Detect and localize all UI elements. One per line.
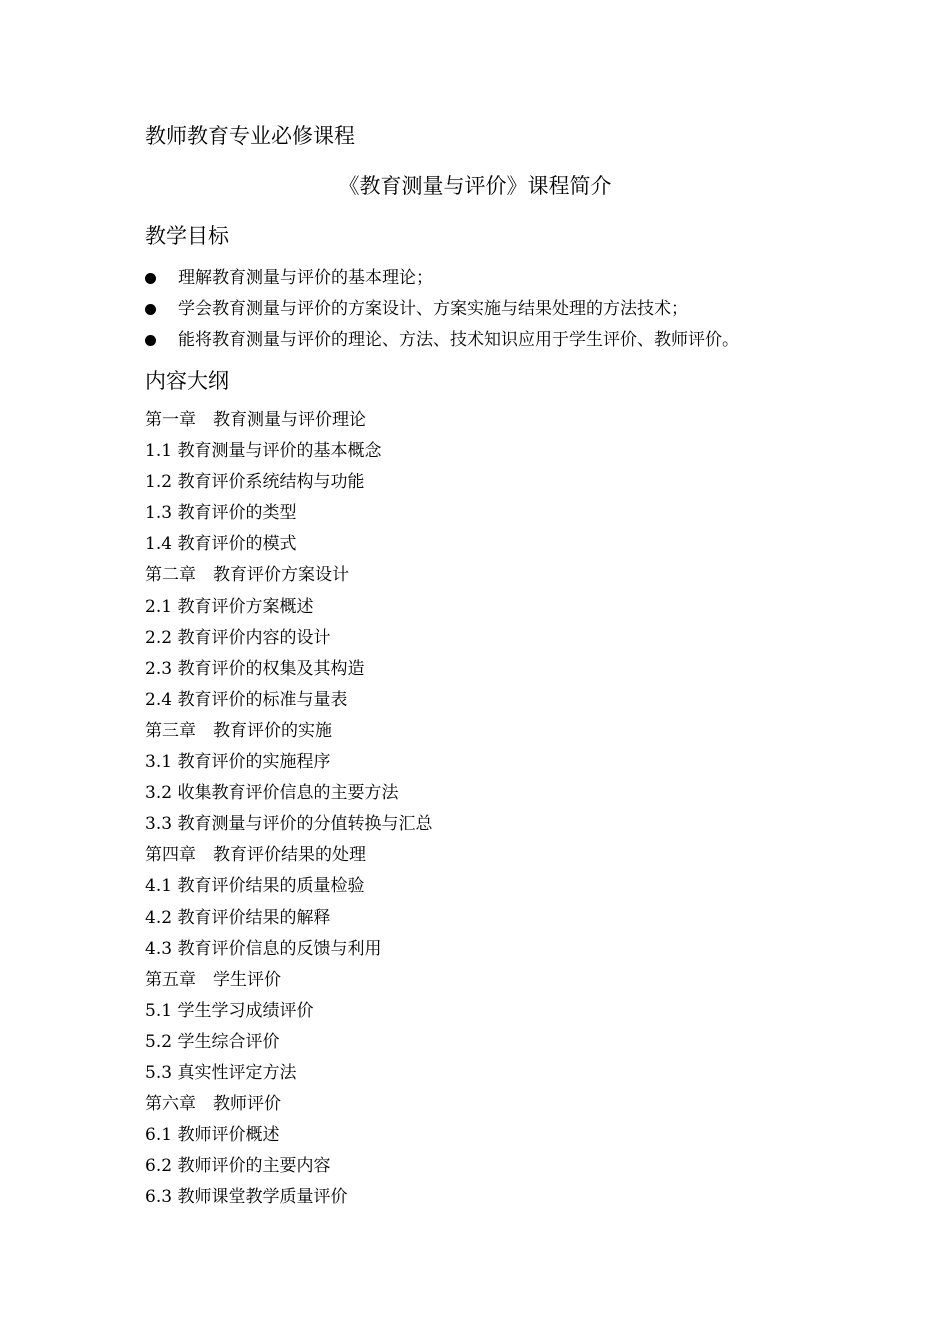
objective-text: 学会教育测量与评价的方案设计、方案实施与结果处理的方法技术； <box>178 299 688 319</box>
bullet-icon <box>145 304 156 315</box>
objective-text: 理解教育测量与评价的基本理论； <box>178 268 433 288</box>
section-item: 5.2 学生综合评价 <box>145 1031 280 1052</box>
section-item: 2.4 教育评价的标准与量表 <box>145 689 348 710</box>
objective-text: 能将教育测量与评价的理论、方法、技术知识应用于学生评价、教师评价。 <box>178 330 739 350</box>
chapter-heading: 第六章 教师评价 <box>145 1094 281 1115</box>
section-item: 6.3 教师课堂教学质量评价 <box>145 1187 348 1208</box>
course-title: 《教育测量与评价》课程简介 <box>338 174 612 198</box>
chapter-heading: 第三章 教育评价的实施 <box>145 720 332 741</box>
section-item: 6.1 教师评价概述 <box>145 1125 280 1146</box>
section-item: 5.1 学生学习成绩评价 <box>145 1000 314 1021</box>
section-item: 3.2 收集教育评价信息的主要方法 <box>145 783 399 804</box>
objectives-heading: 教学目标 <box>145 224 229 248</box>
section-item: 4.3 教育评价信息的反馈与利用 <box>145 938 382 959</box>
outline-heading: 内容大纲 <box>145 369 229 393</box>
section-item: 3.3 教育测量与评价的分值转换与汇总 <box>145 814 433 835</box>
chapter-heading: 第二章 教育评价方案设计 <box>145 565 349 586</box>
outline-list <box>145 405 432 1213</box>
chapter-heading: 第一章 教育测量与评价理论 <box>145 410 366 430</box>
bullet-icon <box>145 273 156 284</box>
section-item: 1.3 教育评价的类型 <box>145 503 297 524</box>
section-item: 2.3 教育评价的权集及其构造 <box>145 658 365 679</box>
section-item: 5.3 真实性评定方法 <box>145 1062 297 1083</box>
section-item: 2.2 教育评价内容的设计 <box>145 627 331 648</box>
chapter-heading: 第四章 教育评价结果的处理 <box>145 845 366 866</box>
section-item: 4.2 教育评价结果的解释 <box>145 907 331 928</box>
section-item: 1.4 教育评价的模式 <box>145 534 297 555</box>
course-category: 教师教育专业必修课程 <box>145 124 355 148</box>
section-item: 1.2 教育评价系统结构与功能 <box>145 472 365 493</box>
section-item: 1.1 教育测量与评价的基本概念 <box>145 441 382 462</box>
section-item: 6.2 教师评价的主要内容 <box>145 1156 331 1177</box>
bullet-icon <box>145 335 156 346</box>
section-item: 4.1 教育评价结果的质量检验 <box>145 876 365 897</box>
chapter-heading: 第五章 学生评价 <box>145 969 281 990</box>
section-item: 2.1 教育评价方案概述 <box>145 596 314 617</box>
section-item: 3.1 教育评价的实施程序 <box>145 752 331 773</box>
